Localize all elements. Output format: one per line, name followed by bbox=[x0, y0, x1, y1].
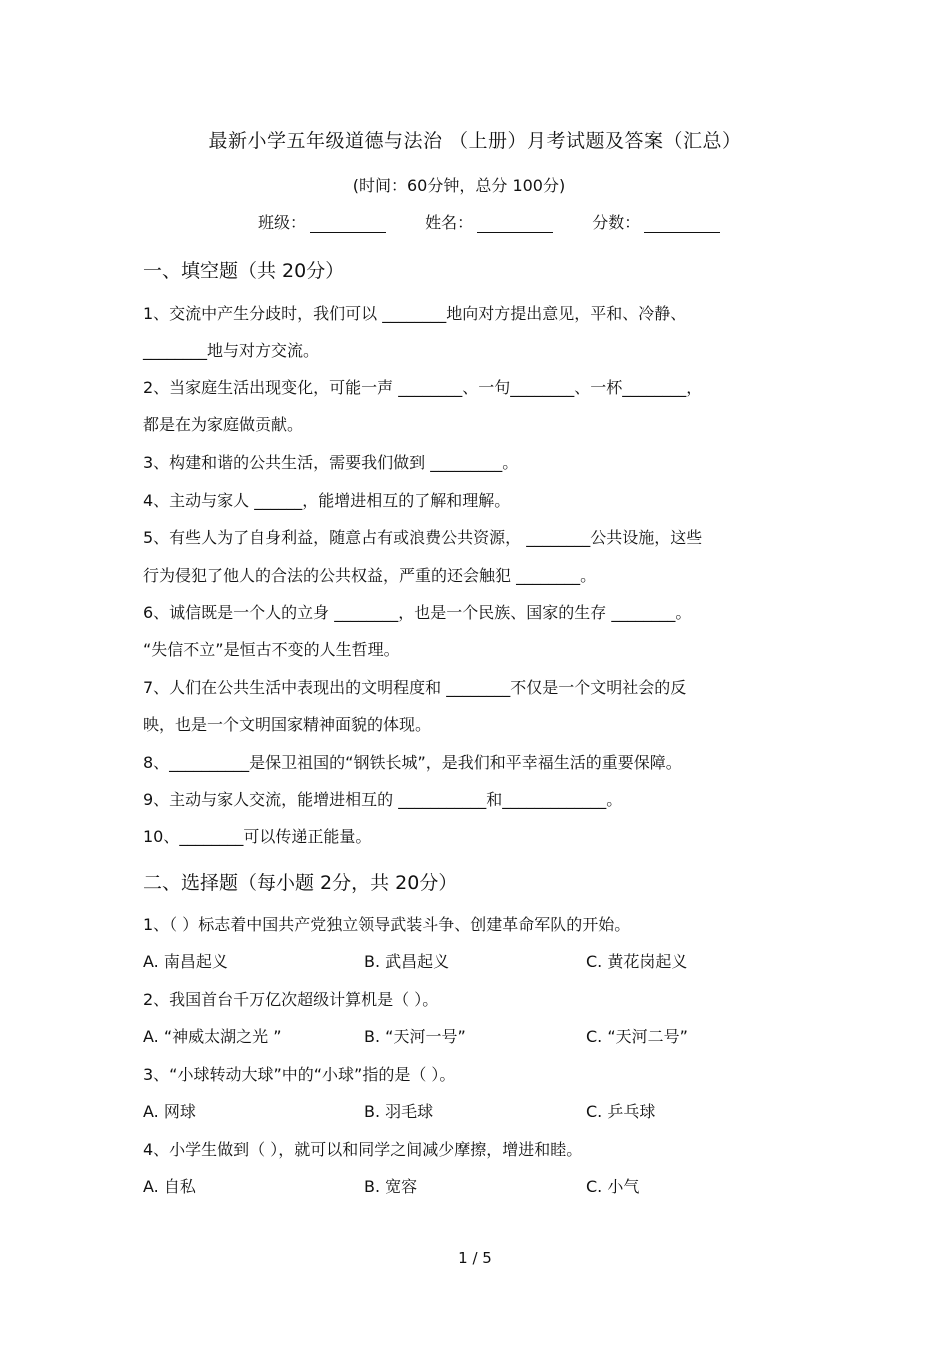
choice-question: 3、“小球转动大球”中的“小球”指的是（ ）。 bbox=[143, 1065, 456, 1084]
fill-line: 映，也是一个文明国家精神面貌的体现。 bbox=[143, 715, 432, 734]
fill-line: 5、有些人为了自身利益，随意占有或浪费公共资源， ________公共设施，这些 bbox=[143, 528, 703, 547]
choice-question: 2、我国首台千万亿次超级计算机是（ ）。 bbox=[143, 990, 439, 1009]
option-c: C. “天河二号” bbox=[586, 1027, 688, 1046]
name-label: 姓名： bbox=[425, 213, 474, 232]
option-a: A. “神威太湖之光 ” bbox=[143, 1027, 282, 1046]
fill-line: 都是在为家庭做贡献。 bbox=[143, 415, 304, 434]
option-c: C. 黄花岗起义 bbox=[586, 952, 688, 971]
fill-line: ________地与对方交流。 bbox=[143, 341, 320, 360]
class-blank bbox=[310, 214, 386, 233]
fill-line: 4、主动与家人 ______，能增进相互的了解和理解。 bbox=[143, 491, 511, 510]
class-label: 班级： bbox=[258, 213, 307, 232]
choice-question: 1、（ ）标志着中国共产党独立领导武装斗争、创建革命军队的开始。 bbox=[143, 915, 631, 934]
fill-line: 7、人们在公共生活中表现出的文明程度和 ________不仅是一个文明社会的反 bbox=[143, 678, 687, 697]
fill-line: 8、__________是保卫祖国的“钢铁长城”，是我们和平幸福生活的重要保障。 bbox=[143, 753, 682, 772]
score-label: 分数： bbox=[592, 213, 641, 232]
exam-info: (时间：60分钟，总分 100分) bbox=[352, 176, 566, 195]
page-title: 最新小学五年级道德与法治 （上册）月考试题及答案（汇总） bbox=[208, 130, 742, 152]
fill-line: “失信不立”是恒古不变的人生哲理。 bbox=[143, 640, 400, 659]
option-a: A. 自私 bbox=[143, 1177, 196, 1196]
option-b: B. 宽容 bbox=[364, 1177, 418, 1196]
score-blank bbox=[644, 214, 720, 233]
page-number: 1 / 5 bbox=[458, 1249, 492, 1267]
choice-question: 4、小学生做到（ ），就可以和同学之间减少摩擦，增进和睦。 bbox=[143, 1140, 583, 1159]
score-field bbox=[592, 210, 720, 233]
section-heading-fill-in: 一、填空题（共 20分） bbox=[143, 260, 345, 282]
option-b: B. 武昌起义 bbox=[364, 952, 450, 971]
option-c: C. 乒乓球 bbox=[586, 1102, 656, 1121]
option-a: A. 网球 bbox=[143, 1102, 196, 1121]
student-fields bbox=[258, 210, 754, 233]
name-field bbox=[425, 210, 553, 233]
section-heading-choice: 二、选择题（每小题 2分，共 20分） bbox=[143, 872, 458, 894]
class-field bbox=[258, 210, 386, 233]
option-c: C. 小气 bbox=[586, 1177, 640, 1196]
option-a: A. 南昌起义 bbox=[143, 952, 228, 971]
fill-line: 9、主动与家人交流，能增进相互的 ___________和_____________。 bbox=[143, 790, 623, 809]
name-blank bbox=[477, 214, 553, 233]
fill-line: 2、当家庭生活出现变化，可能一声 ________、一句________、一杯________， bbox=[143, 378, 703, 397]
fill-line: 1、交流中产生分歧时，我们可以 ________地向对方提出意见，平和、冷静、 bbox=[143, 304, 687, 323]
option-b: B. “天河一号” bbox=[364, 1027, 466, 1046]
fill-line: 6、诚信既是一个人的立身 ________，也是一个民族、国家的生存 ________。 bbox=[143, 603, 692, 622]
fill-line: 3、构建和谐的公共生活，需要我们做到 _________。 bbox=[143, 453, 519, 472]
option-b: B. 羽毛球 bbox=[364, 1102, 434, 1121]
fill-line: 10、________可以传递正能量。 bbox=[143, 827, 372, 846]
fill-line: 行为侵犯了他人的合法的公共权益，严重的还会触犯 ________。 bbox=[143, 566, 597, 585]
